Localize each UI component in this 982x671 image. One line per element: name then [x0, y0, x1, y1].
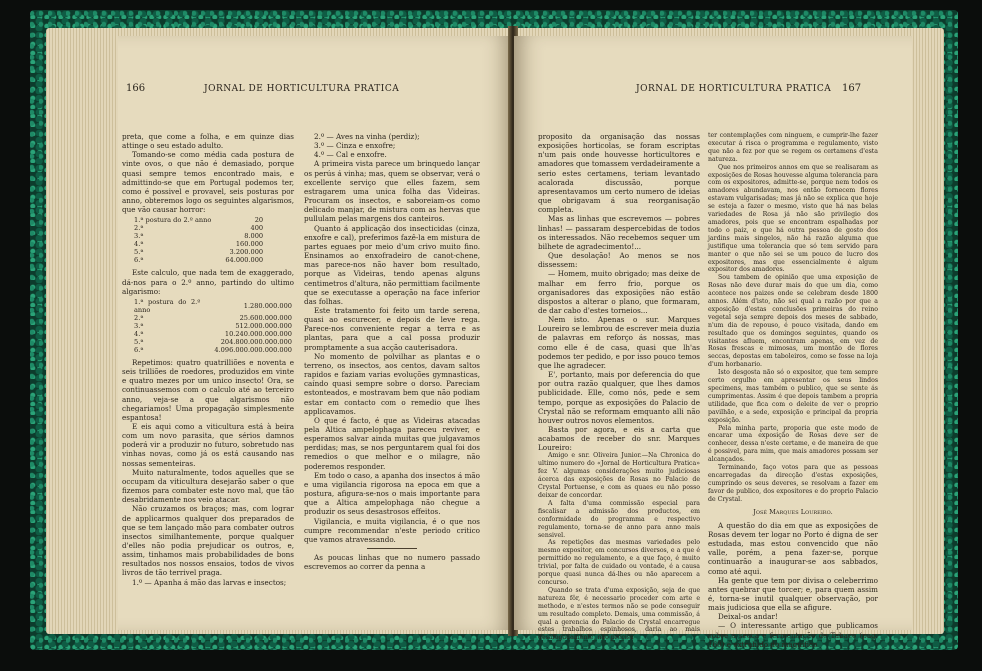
letter-paragraph: Pela minha parte, proporia que este modo de encarar uma exposição de Rosas deve ser de conhecer, dessa n'este certame, e de maneira de que é possivel, para mim, que mais amadores possam ser alcançados.	[708, 424, 878, 464]
table-label: 4.ª	[134, 329, 144, 338]
table-row	[132, 346, 294, 354]
paragraph: Repetimos: quatro quatrilliões e noventa e seis trilliões de roedores, produzidos em vinte e quatro mezes por um unico insecto! Ora, se continuassemos com o calculo até ao terceiro anno, veja-se a que algarismos não chegariamos! Uma propagação simplesmente espantosa!	[122, 357, 294, 422]
running-head: JORNAL DE HORTICULTURA PRATICA	[204, 84, 400, 94]
paragraph: Basta por agora, e eis a carta que acabamos de receber do snr. Marques Loureiro:	[538, 425, 700, 453]
paragraph: Este tratamento foi feito um tarde serena, quasi ao escurecer, e depois de leve rega. Parece-nos conveniente regar a terra e as plantas, para que a cal possa produzir promptamente a sua acção cauterisadora.	[304, 305, 480, 352]
paragraph: O que é facto, é que as Videiras atacadas pela Altica ampelophaga pareceu reviver, e esperamos salvar ainda muitas que julgavamos perdidas; mas, se nos perguntarem qual foi dos remedios o que melhor e o milagre, não poderemos responder.	[304, 415, 480, 471]
letter-paragraph: Amigo e snr. Oliveira Junior.—Na Chronica do ultimo numero do «Jornal de Horticultura Pratica» fez V. algumas considerações muito judiciosas ácerca das exposições de Rosas no Palacio de Crystal Portuense, e com as quaes eu não posso deixar de concordar.	[538, 452, 700, 499]
paragraph: Deixal-os andar!	[718, 612, 778, 622]
paragraph: 3.º — Cinza e enxofre;	[314, 141, 396, 151]
paragraph: 1.º — Apanha á mão das larvas e insectos;	[132, 577, 287, 587]
table-row	[132, 314, 294, 322]
paragraph: No momento de polvilhar as plantas e o terreno, os insectos, aos centos, davam saltos rapidos e faziam varias evoluções gymnasticas, caíndo quasi sempre sobre o dorso. Pareciam estontеados, e mostravam bem que não podiam estar em contacto com o remedio que lhes applicavamos.	[304, 351, 480, 416]
table-label: 6.ª	[134, 256, 144, 265]
letter-paragraph: Sou tambem de opinião que uma exposição de Rosas não deve durar mais do que um dia, como acontece nos paizes onde se celebram desde 1800 annos. Além d'isto, não sei qual a razão por que a exposição d'estas conclusões primeiras do reino vegetal seja sempre depois dos meses de sabbado, n'um dia de repouso, é pouco visitada, dando em resultado que os domingos seguintes, quando os visitantes afluem, encontram apenas, em vez de Rosas frescas e mimosas, um montão de flores seccas, depostas em taboleiros, como se fosse na loja d'um horbanario.	[708, 274, 878, 369]
table-label: 6.ª	[134, 345, 144, 354]
table-label: 3.ª	[134, 232, 144, 241]
letter-paragraph: Terminando, faço votos para que as pessoas encarregadas da direcção d'estas exposições, cumprindo os seus deveres, se resolvam a fazer em favor de publico, dos expositores e do proprio Palacio de Crystal.	[708, 464, 878, 503]
paragraph: E eis aqui como a viticultura está à beira com um novo parasita, que sérios damnos poderá vir a produzir no futuro, sobretudo nas vinhas novas, como já os está causando nas nossas sementeiras.	[122, 421, 294, 468]
letter-paragraph: ter contemplações com ninguem, e cumprir-lhe fazer executar á risca o programma e regulamento, visto que não a fez por que se regem os certamens d'esta natureza.	[708, 132, 878, 163]
paragraph: Tomando-se como média cada postura de vinte ovos, o que não é demasiado, porque quasi sempre temos encontrado mais, e admittindo-se que em Portugal podemos ter, como é possivel e provavel, seis posturas por anno, obteremos logo os seguintes algarismos, que vão causar horror:	[122, 150, 294, 215]
paragraph: Ha gente que tem por divisa o celeberrimo antes quebrar que torcer; e, para quem assim é, torna-se inutil qualquer observação, por mais judiciosa que ella se afigure.	[708, 575, 878, 613]
table-value: 1.280.000.000	[243, 301, 292, 310]
paragraph: Muito naturalmente, todos aquelles que se occupam da viticultura desejarão saber o que fizemos para combater este novo mal, que tão desabridamente nos veio atacar.	[122, 467, 294, 505]
table-value: 512.000.000.000	[235, 321, 292, 330]
table-row	[132, 232, 265, 240]
left-column-1	[122, 132, 294, 604]
right-column-1	[538, 132, 700, 642]
paragraph: proposito da organisação das nossas exposições horticolas, se foram escriptas n'um pais onde houvesse horticultores e amadores que tomassem verdadeiramente a serio estes certamens, teriam levantado acalorada discussão, porque apresentavamos um certo numero de ideias que obrigavam á sua reorganisação completa.	[538, 132, 700, 215]
letter-paragraph: Que nos primeiros annos em que se realisaram as exposições de Rosas houvesse alguma tolerancia para com os expositores, admitte-se, porque nem todos os amadores abundavam, nos então fornecem flores estavam vulgarisadas; mas já não se explica que hoje se esteja a fazer o mesmo, visto que há nas belas variedades de Rosa já não são privilegio dos amadores, pois que se encontram espalhadas por todo o paiz, e que há outra pessoa de gosto dos jardins mais singelos, não há razão alguma que justifique uma tolerancia que só tem servido para manter o que não sei se um pouco de lucro dos expositores, mas que essencialmente é algum expositor dos amadores.	[708, 163, 878, 274]
table-row	[132, 216, 265, 224]
page-number: 167	[842, 83, 862, 94]
right-page	[514, 36, 912, 649]
paragraph: Vigilancia, e muita vigilancia, é o que nos cumpre recommendar n'este periodo critico que vamos atravessando.	[304, 516, 480, 544]
table-label: 4.ª	[134, 240, 144, 249]
paragraph: Este calculo, que nada tem de exaggerado, dá-nos para o 2.º anno, partindo do ultimo algarismo:	[122, 268, 294, 296]
table-row	[132, 322, 294, 330]
table-row	[132, 256, 265, 264]
paragraph: preta, que come a folha, e em quinze dias attinge o seu estado adulto.	[122, 132, 294, 151]
table-value: 160.000	[235, 240, 264, 249]
table-label: 1.ª postura do 2.º anno	[134, 216, 212, 225]
table-value: 8.000	[244, 232, 264, 241]
table-label: 3.ª	[134, 321, 144, 330]
paragraph: — O interessante artigo que publicamos sobre a secca e fermentação de Tabaco (pag. 160) é extrahido do magnifico	[708, 621, 878, 649]
paragraph: 4.º — Cal e enxofre.	[314, 150, 387, 160]
paragraph: Em todo o caso, a apanha dos insectos á mão e uma vigilancia rigorosa na epoca em que a postura, afigura-se-nos o mais importante para que a Altica ampelophaga não chegue a produzir os seus desastrosos effeitos.	[304, 470, 480, 517]
table-value: 400	[250, 224, 264, 233]
numbers-table-2	[132, 298, 294, 354]
left-column-2	[304, 132, 480, 604]
table-label: 2.ª	[134, 224, 144, 233]
letter-paragraph: Isto desgosta não só o expositor, que tem sempre certo orgulho em apresentar os seus lindos specimens, mas também o publico, que se sente ás cumprimentas. Assim é que depois tambem a propria utilidade, que fica com o deleite de ver o proprio pavilhão, e a sede, exposição e principal da propria exposição.	[708, 369, 878, 424]
table-value: 25.600.000.000	[239, 313, 292, 322]
table-label: 2.ª	[134, 313, 144, 322]
page-number: 166	[126, 83, 146, 94]
section-divider	[367, 548, 417, 549]
letter-paragraph: A falta d'uma commissão especial para fiscalisar a admissão dos productos, em conformidade do programma e respectivo regulamento, torna-se de anno para anno mais sensivel.	[538, 499, 700, 539]
left-page	[118, 36, 512, 630]
table-value: 204.800.000.000.000	[220, 337, 292, 346]
table-value: 64.000.000	[225, 256, 264, 265]
table-value: 3.200.000	[229, 248, 264, 257]
table-row	[132, 298, 294, 314]
paragraph: A questão do dia em que as exposições de Rosas devem ter logar no Porto é digna de ser estudada, mas estou convencido que não valle, porém, a pena fazer-se, porque continuarão a inaugurar-se aos sabbados, como até aqui.	[708, 520, 878, 576]
table-label: 5.ª	[134, 248, 144, 257]
paragraph: E', portanto, mais por deferencia do que por outra razão qualquer, que lhes damos publicidade. Elle, como nós, pede e sem tempo, porque as exposições do Palacio de Crystal não se reformam emquanto alli não houver outros novos elementos.	[538, 370, 700, 425]
signature: José Marques Loureiro.	[753, 507, 833, 516]
table-row	[132, 224, 265, 232]
table-label: 5.ª	[134, 337, 144, 346]
paragraph: Quanto á applicação dos insecticidas (cinza, enxofre e cal), preferimos fazê-la em mistura de partes eguaes por meio d'um crivo muito fino. Ensinamos ao enxofradeiro de canot-chene, mas parece-nos não haver bom resultado, porque as Videiras, tendo apenas alguns centimetros d'altura, não permittiam facilmente que se executasse a operação na face inferior das folhas.	[304, 223, 480, 306]
table-value: 20	[254, 216, 264, 225]
letter-paragraph: As repetições das mesmas variedades pelo mesmo expositor, em concursos diversos, e a que é permittido no regulamento, e a que faço, é muito trivial, por falta de cuidado ou vontade, é a causa porque quasi nunca dá-lhes ou não aparecem a concurso.	[538, 539, 700, 586]
table-row	[132, 240, 265, 248]
table-row	[132, 330, 294, 338]
table-row	[132, 248, 265, 256]
table-value: 10.240.000.000.000	[224, 329, 292, 338]
paragraph: As poucas linhas que no numero passado escrevemos ao correr da penna a	[304, 553, 480, 572]
paragraph: 2.º — Aves na vinha (perdiz);	[314, 132, 420, 141]
running-head: JORNAL DE HORTICULTURA PRATICA	[636, 84, 832, 94]
table-value: 4.096.000.000.000.000	[214, 345, 292, 354]
paragraph: Nem isto. Apenas o sur. Marques Loureiro se lembrou de escrever meia duzia de palavras em reforço ás nossas, mas como elle é de casa, quasi que lh'as podemos ter pedido, e por isso pouco temos que lhe agradecer.	[538, 315, 700, 370]
paragraph: Que desolação! Ao menos se nos dissessem:	[538, 251, 700, 270]
numbers-table-1	[132, 216, 265, 264]
table-row	[132, 338, 294, 346]
paragraph: Não cruzamos os braços; mas, com lograr de applicarmos qualquer dos preparados de que se tem lançado mão para combater outros insectos similhantemente, porque qualquer d'elles não podia prejudicar os outros, e, assim, tinhamos mais probabilidades de bons resultados nos nossos ensaios, todos de vivos livros de tão terrivel praga.	[122, 504, 294, 578]
letter-paragraph: Quando se trata d'uma exposição, seja de que natureza fôr, é necessario proceder com arte e methodo, e n'estes termos não se pode conseguir um resultado completo. Demais, uma commissão, á qual a gerencia do Palacio de Crystal encarregue estes trabalhos espinhosos, daria ao mais desafogadamente, não precisa	[538, 586, 700, 642]
table-label: 1.ª postura do 2.º anno	[134, 297, 201, 314]
right-column-2	[708, 132, 878, 649]
paragraph: — Homem, muito obrigado; mas deixe de malhar em ferro frio, porque os organisadores das exposições não estão dispostos a alterar o plano, que formaram, de dar cabo d'estes torneios...	[538, 269, 700, 315]
paragraph: A primeira vista parece um brinquedo lançar os perús á vinha; mas, quem se observar, verá o excellente serviço que elles fazem, sem estragarem uma unica folha das Videiras. Procuram os insectos, e saboreiam-os como delicado manjar, de mistura com as hervas que pullulam pelas margens dos canteiros.	[304, 159, 480, 224]
paragraph: Mas as linhas que escrevemos — pobres linhas! — passaram despercebidas de todos os interessados. Não recebemos sequer um bilhete de agradecimento!...	[538, 214, 700, 251]
